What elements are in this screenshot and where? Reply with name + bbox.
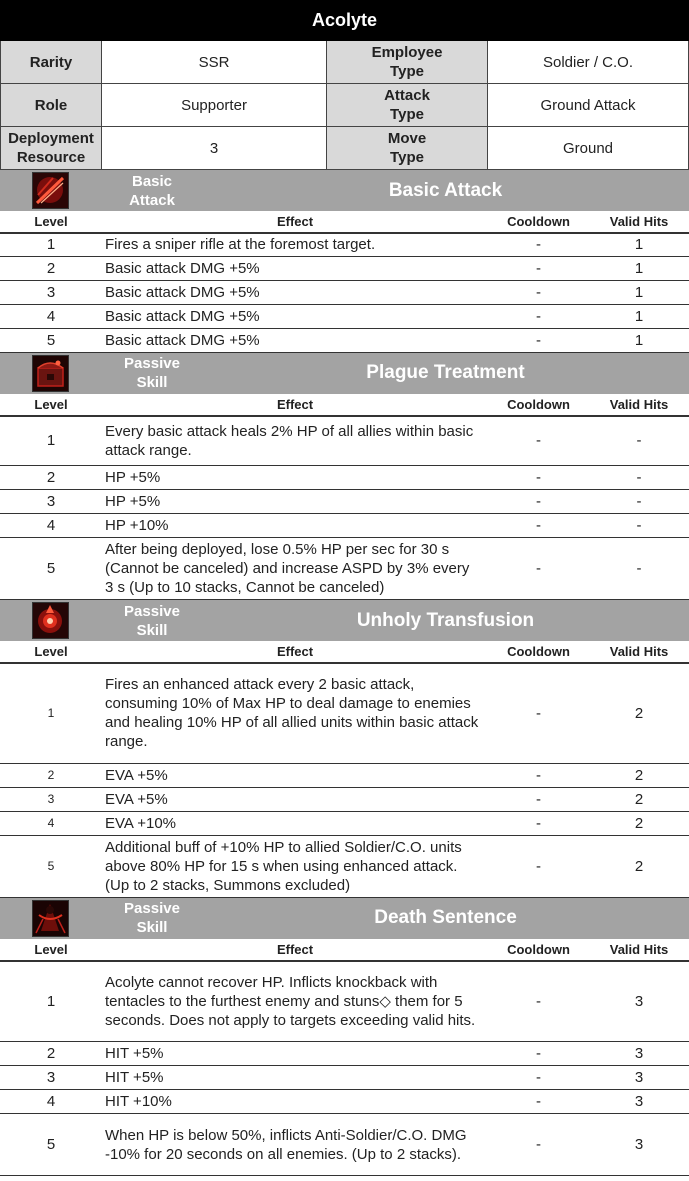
cooldown-header: Cooldown [488, 641, 589, 663]
deployment-value: 3 [102, 127, 327, 169]
skill-type-label: Basic Attack [129, 172, 175, 209]
effect-cell: EVA +5% [102, 787, 488, 811]
level-cell: 3 [0, 1066, 102, 1090]
level-cell: 2 [0, 763, 102, 787]
effect-cell: HP +10% [102, 514, 488, 538]
sniper-slash-icon [32, 172, 69, 209]
valid-hits-cell: 1 [589, 280, 689, 304]
cooldown-cell: - [488, 663, 589, 763]
valid-hits-cell: 1 [589, 328, 689, 352]
blood-orb-icon [32, 602, 69, 639]
level-header: Level [0, 211, 102, 233]
valid-hits-cell: 1 [589, 233, 689, 256]
valid-hits-header: Valid Hits [589, 939, 689, 961]
cooldown-cell: - [488, 233, 589, 256]
valid-hits-cell: - [589, 538, 689, 600]
cooldown-cell: - [488, 538, 589, 600]
cooldown-cell: - [488, 490, 589, 514]
level-cell: 5 [0, 538, 102, 600]
employee-type-label: Employee Type [327, 41, 488, 83]
cooldown-cell: - [488, 256, 589, 280]
valid-hits-header: Valid Hits [589, 641, 689, 663]
level-cell: 1 [0, 233, 102, 256]
effect-cell: EVA +10% [102, 811, 488, 835]
cooldown-cell: - [488, 416, 589, 466]
skill-type-label: Passive Skill [124, 602, 180, 639]
level-cell: 5 [0, 835, 102, 897]
table-row [0, 538, 689, 600]
effect-header: Effect [102, 641, 488, 663]
role-value: Supporter [102, 84, 327, 126]
effect-cell: HIT +10% [102, 1090, 488, 1114]
effect-header: Effect [102, 939, 488, 961]
info-row-deployment [0, 127, 689, 170]
valid-hits-cell: 2 [589, 763, 689, 787]
valid-hits-cell: 2 [589, 811, 689, 835]
effect-header: Effect [102, 211, 488, 233]
deployment-label: Deployment Resource [0, 127, 102, 169]
skill-table-basic-attack [0, 211, 689, 353]
level-cell: 4 [0, 304, 102, 328]
table-row [0, 811, 689, 835]
effect-header: Effect [102, 394, 488, 416]
move-type-label: Move Type [327, 127, 488, 169]
valid-hits-cell: 1 [589, 256, 689, 280]
info-row-role [0, 84, 689, 127]
cooldown-cell: - [488, 514, 589, 538]
skill-name: Basic Attack [388, 179, 503, 201]
effect-cell: Basic attack DMG +5% [102, 256, 488, 280]
effect-cell: HP +5% [102, 466, 488, 490]
skill-name: Death Sentence [374, 907, 517, 928]
skill-header-unholy-transfusion [0, 600, 689, 641]
valid-hits-cell: - [589, 466, 689, 490]
level-cell: 3 [0, 280, 102, 304]
valid-hits-cell: - [589, 490, 689, 514]
valid-hits-cell: 3 [589, 961, 689, 1042]
move-type-value: Ground [488, 127, 689, 169]
effect-cell: HIT +5% [102, 1066, 488, 1090]
level-header: Level [0, 641, 102, 663]
valid-hits-cell: 3 [589, 1090, 689, 1114]
skill-table-plague-treatment [0, 394, 689, 601]
table-row [0, 490, 689, 514]
cooldown-header: Cooldown [488, 394, 589, 416]
level-cell: 2 [0, 466, 102, 490]
skill-table-death-sentence [0, 939, 689, 1177]
table-row [0, 233, 689, 256]
table-row [0, 961, 689, 1042]
level-cell: 2 [0, 1042, 102, 1066]
table-row [0, 328, 689, 352]
table-row [0, 514, 689, 538]
valid-hits-cell: 2 [589, 663, 689, 763]
table-row [0, 787, 689, 811]
rarity-value: SSR [102, 41, 327, 83]
level-cell: 4 [0, 1090, 102, 1114]
effect-cell: Fires an enhanced attack every 2 basic attack, consuming 10% of Max HP to deal damage to enemies and healing 10% HP of all allied units within basic attack range. [102, 663, 488, 763]
level-cell: 2 [0, 256, 102, 280]
attack-type-label: Attack Type [327, 84, 488, 126]
valid-hits-cell: 3 [589, 1042, 689, 1066]
effect-cell: When HP is below 50%, inflicts Anti-Soldier/C.O. DMG -10% for 20 seconds on all enemies. (Up to 2 stacks). [102, 1114, 488, 1176]
cooldown-cell: - [488, 466, 589, 490]
effect-cell: Every basic attack heals 2% HP of all allies within basic attack range. [102, 416, 488, 466]
level-cell: 4 [0, 514, 102, 538]
effect-cell: Additional buff of +10% HP to allied Soldier/C.O. units above 80% HP for 15 s when using enhanced attack. (Up to 2 stacks, Summons excluded) [102, 835, 488, 897]
valid-hits-cell: 3 [589, 1066, 689, 1090]
level-cell: 5 [0, 1114, 102, 1176]
valid-hits-header: Valid Hits [589, 211, 689, 233]
skill-type-label: Passive Skill [124, 900, 180, 936]
plague-chest-icon [32, 355, 69, 392]
info-row-rarity [0, 41, 689, 84]
table-row [0, 1090, 689, 1114]
cooldown-cell: - [488, 811, 589, 835]
cooldown-cell: - [488, 763, 589, 787]
level-cell: 1 [0, 663, 102, 763]
effect-cell: HIT +5% [102, 1042, 488, 1066]
effect-cell: HP +5% [102, 490, 488, 514]
table-row [0, 1066, 689, 1090]
role-label: Role [0, 84, 102, 126]
cooldown-header: Cooldown [488, 939, 589, 961]
valid-hits-cell: - [589, 416, 689, 466]
cooldown-cell: - [488, 1042, 589, 1066]
cooldown-cell: - [488, 1066, 589, 1090]
rarity-label: Rarity [0, 41, 102, 83]
table-row [0, 663, 689, 763]
table-row [0, 256, 689, 280]
skill-name: Plague Treatment [366, 362, 525, 383]
level-header: Level [0, 939, 102, 961]
dark-figure-icon [32, 900, 69, 937]
valid-hits-cell: 1 [589, 304, 689, 328]
employee-type-value: Soldier / C.O. [488, 41, 689, 83]
skill-table-unholy-transfusion [0, 641, 689, 898]
level-cell: 1 [0, 961, 102, 1042]
cooldown-cell: - [488, 787, 589, 811]
cooldown-cell: - [488, 280, 589, 304]
table-row [0, 416, 689, 466]
cooldown-cell: - [488, 1114, 589, 1176]
skill-header-basic-attack [0, 170, 689, 211]
table-row [0, 466, 689, 490]
skill-header-death-sentence [0, 898, 689, 939]
cooldown-cell: - [488, 835, 589, 897]
level-cell: 5 [0, 328, 102, 352]
effect-cell: Basic attack DMG +5% [102, 304, 488, 328]
character-title: Acolyte [0, 0, 689, 41]
cooldown-cell: - [488, 961, 589, 1042]
cooldown-cell: - [488, 1090, 589, 1114]
effect-cell: After being deployed, lose 0.5% HP per sec for 30 s (Cannot be canceled) and increase ASPD by 3% every 3 s (Up to 10 stacks, Cannot be canceled) [102, 538, 488, 600]
valid-hits-cell: - [589, 514, 689, 538]
level-cell: 3 [0, 787, 102, 811]
table-row [0, 1114, 689, 1176]
table-row [0, 1042, 689, 1066]
valid-hits-cell: 2 [589, 835, 689, 897]
skill-name: Unholy Transfusion [356, 609, 535, 631]
level-cell: 4 [0, 811, 102, 835]
skill-type-label: Passive Skill [124, 355, 180, 391]
effect-cell: Fires a sniper rifle at the foremost target. [102, 233, 488, 256]
valid-hits-cell: 2 [589, 787, 689, 811]
effect-cell: Basic attack DMG +5% [102, 328, 488, 352]
effect-cell: Acolyte cannot recover HP. Inflicts knockback with tentacles to the furthest enemy and stuns◇ them for 5 seconds. Does not apply to targets exceeding valid hits. [102, 961, 488, 1042]
level-header: Level [0, 394, 102, 416]
cooldown-cell: - [488, 328, 589, 352]
table-row [0, 763, 689, 787]
effect-cell: Basic attack DMG +5% [102, 280, 488, 304]
cooldown-header: Cooldown [488, 211, 589, 233]
level-cell: 3 [0, 490, 102, 514]
valid-hits-header: Valid Hits [589, 394, 689, 416]
attack-type-value: Ground Attack [488, 84, 689, 126]
skill-header-plague-treatment [0, 353, 689, 394]
level-cell: 1 [0, 416, 102, 466]
cooldown-cell: - [488, 304, 589, 328]
valid-hits-cell: 3 [589, 1114, 689, 1176]
table-row [0, 304, 689, 328]
table-row [0, 280, 689, 304]
table-row [0, 835, 689, 897]
effect-cell: EVA +5% [102, 763, 488, 787]
